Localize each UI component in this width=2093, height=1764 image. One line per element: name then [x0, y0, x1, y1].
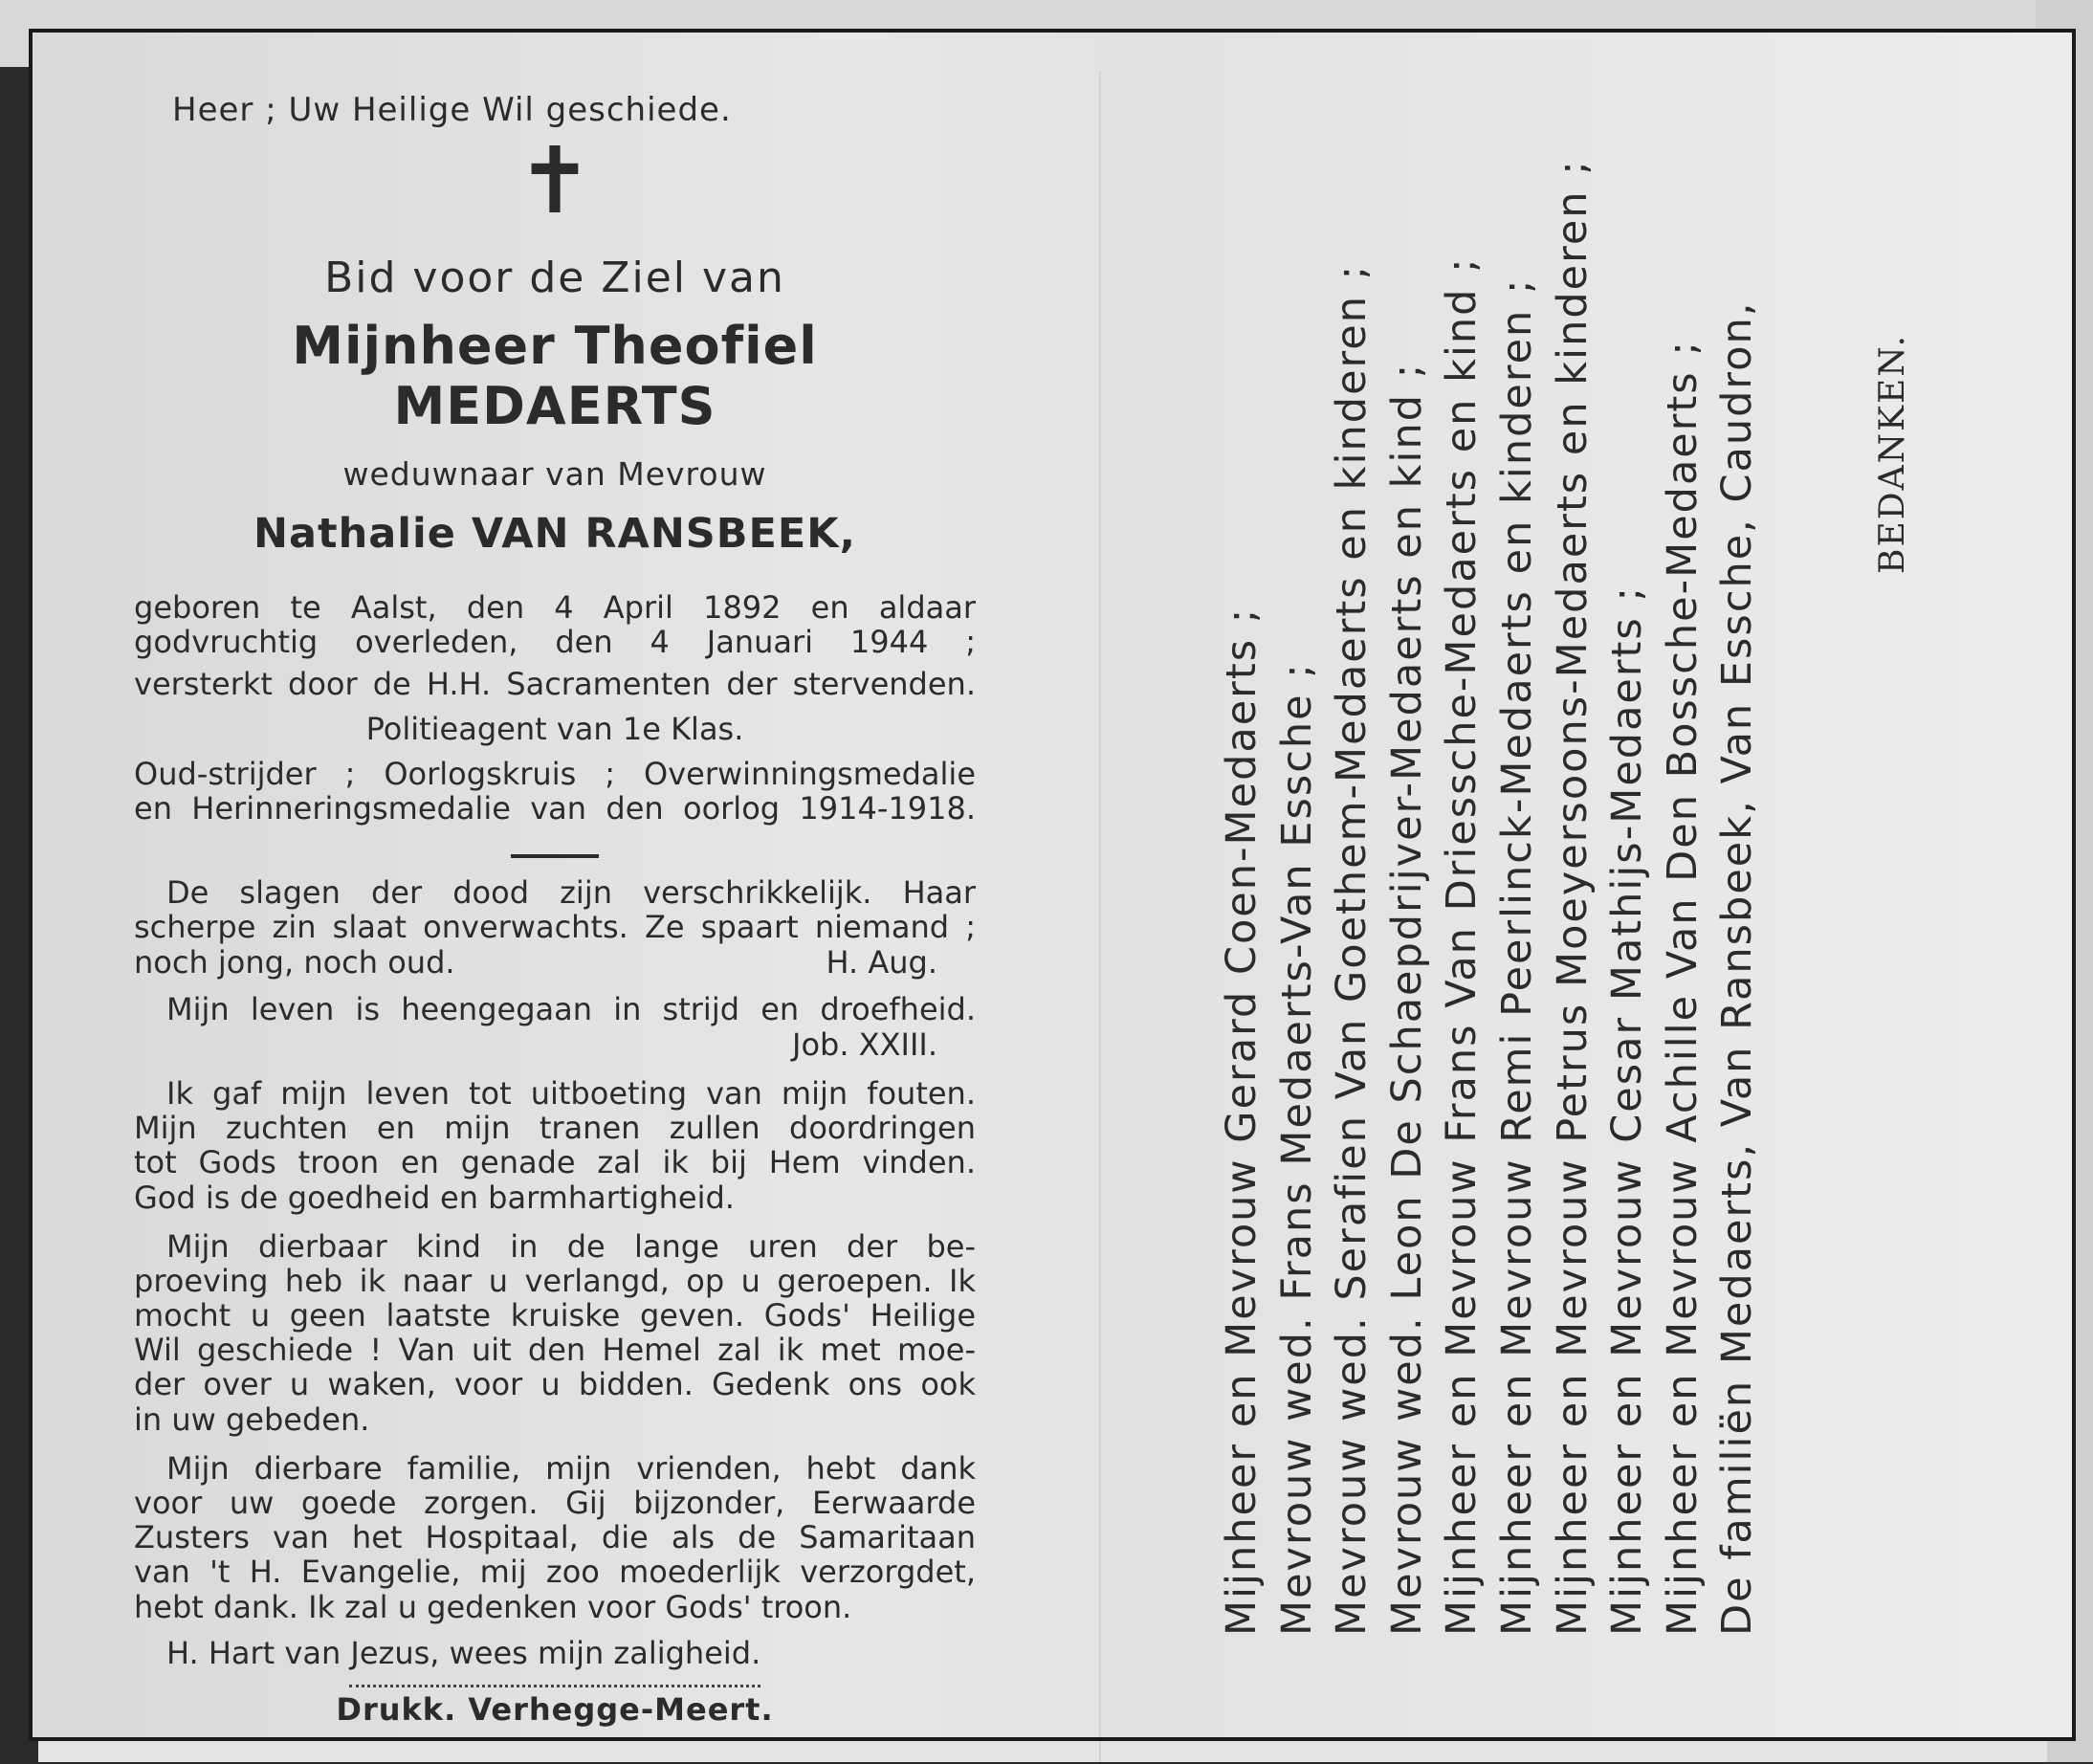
thanks-closing [1873, 316, 1930, 574]
printer-divider [349, 1685, 760, 1687]
honours-line: Oud-strijder ; Oorlogskruis ; Overwinningsmedalie [134, 756, 976, 792]
thanks-line: Mevrouw wed. Serafien Van Goethem-Medaerts en kinderen ; [1328, 263, 1377, 1636]
intro-line: Bid voor de Ziel van [324, 254, 785, 302]
paragraph-line: mocht u geen laatste kruiske geven. Gods' Heilige [134, 1297, 976, 1334]
card-fold-line [1099, 71, 1101, 1764]
paragraph-line: voor uw goede zorgen. Gij bijzonder, Eerwaarde [134, 1485, 976, 1521]
bio-line: geboren te Aalst, den 4 April 1892 en aldaar [134, 589, 976, 626]
cross-icon: ✝ [516, 127, 594, 234]
thanks-line: De familiën Medaerts, Van Ransbeek, Van Essche, Caudron, [1713, 300, 1762, 1636]
divider-rule [511, 854, 599, 858]
quote-line: noch jong, noch oud. [134, 944, 455, 981]
paragraph-line: God is de goedheid en barmhartigheid. [134, 1180, 735, 1216]
quote-line: De slagen der dood zijn verschrikkelijk. Haar [166, 874, 976, 911]
quote-line: scherpe zin slaat onverwachts. Ze spaart niemand ; [134, 909, 976, 945]
paragraph-line: Mijn dierbare familie, mijn vrienden, hebt dank [166, 1450, 976, 1487]
paragraph-line: Mijn zuchten en mijn tranen zullen doordringen [134, 1110, 976, 1146]
thanks-line: Mijnheer en Mevrouw Achille Van Den Bossche-Medaerts ; [1658, 340, 1707, 1636]
quote-reference: H. Aug. [826, 944, 937, 981]
quote-augustine [134, 875, 976, 981]
paragraph-line: Wil geschiede ! Van uit den Hemel zal ik met moe- [134, 1332, 976, 1368]
closing-prayer: H. Hart van Jezus, wees mijn zaligheid. [166, 1635, 761, 1671]
background-surface-bottom [38, 1739, 2047, 1762]
paragraph-line: der over u waken, voor u bidden. Gedenk ons ook [134, 1366, 976, 1402]
thanks-line: Mevrouw wed. Frans Medaerts-Van Essche ; [1272, 662, 1321, 1636]
paragraph-line: proeving heb ik naar u verlangd, op u geroepen. Ik [134, 1263, 976, 1299]
honours-line: en Herinneringsmedalie van den oorlog 1914-1918. [134, 790, 976, 827]
bio-line: versterkt door de H.H. Sacramenten der stervenden. [134, 666, 976, 702]
paragraph-atonement [134, 1076, 976, 1216]
thanks-line: Mijnheer en Mevrouw Gerard Coen-Medaerts ; [1218, 606, 1266, 1636]
widower-of-line: weduwnaar van Mevrouw [342, 455, 767, 493]
paragraph-line: Zusters van het Hospitaal, die als de Samaritaan [134, 1519, 976, 1555]
rank-line: Politieagent van 1e Klas. [365, 711, 744, 747]
thanks-line: Mijnheer en Mevrouw Cesar Mathijs-Medaerts ; [1603, 585, 1652, 1636]
bio-line: godvruchtig overleden, den 4 Januari 1944 ; [134, 624, 976, 660]
left-panel [134, 81, 976, 1728]
thanks-line: Mevrouw wed. Leon De Schaepdrijver-Medaerts en kind ; [1382, 362, 1431, 1636]
paragraph-line: in uw gebeden. [134, 1401, 370, 1438]
thanks-line: Mijnheer en Mevrouw Remi Peerlinck-Medaerts en kinderen ; [1492, 277, 1541, 1636]
printer-credit: Drukk. Verhegge-Meert. [336, 1691, 774, 1728]
paragraph-line: Mijn dierbaar kind in de lange uren der be- [166, 1228, 976, 1265]
paragraph-line: van 't H. Evangelie, mij zoo moederlijk verzorgdet, [134, 1554, 976, 1590]
quote-job [134, 992, 976, 1063]
paragraph-line: hebt dank. Ik zal u gedenken voor Gods' troon. [134, 1589, 852, 1625]
biography [134, 590, 976, 701]
deceased-name: Mijnheer Theofiel MEDAERTS [292, 316, 818, 436]
paragraph-child [134, 1229, 976, 1438]
thanks-line: Mijnheer en Mevrouw Petrus Moeyersoons-Medaerts en kinderen ; [1548, 159, 1597, 1636]
spouse-name: Nathalie VAN RANSBEEK, [253, 510, 856, 558]
quote-line: Mijn leven is heengegaan in strijd en droefheid. [166, 991, 976, 1027]
honours [134, 757, 976, 826]
thanks-closing-text: BEDANKEN. [1873, 334, 1912, 574]
paragraph-family [134, 1451, 976, 1625]
thanks-line: Mijnheer en Mevrouw Frans Van Driessche-Medaerts en kind ; [1438, 256, 1487, 1636]
paragraph-line: Ik gaf mijn leven tot uitboeting van mijn fouten. [166, 1075, 976, 1112]
motto: Heer ; Uw Heilige Wil geschiede. [172, 91, 732, 129]
paragraph-line: tot Gods troon en genade zal ik bij Hem vinden. [134, 1144, 976, 1180]
quote-reference: Job. XXIII. [792, 1026, 937, 1063]
thanks-list [1215, 143, 1846, 1636]
